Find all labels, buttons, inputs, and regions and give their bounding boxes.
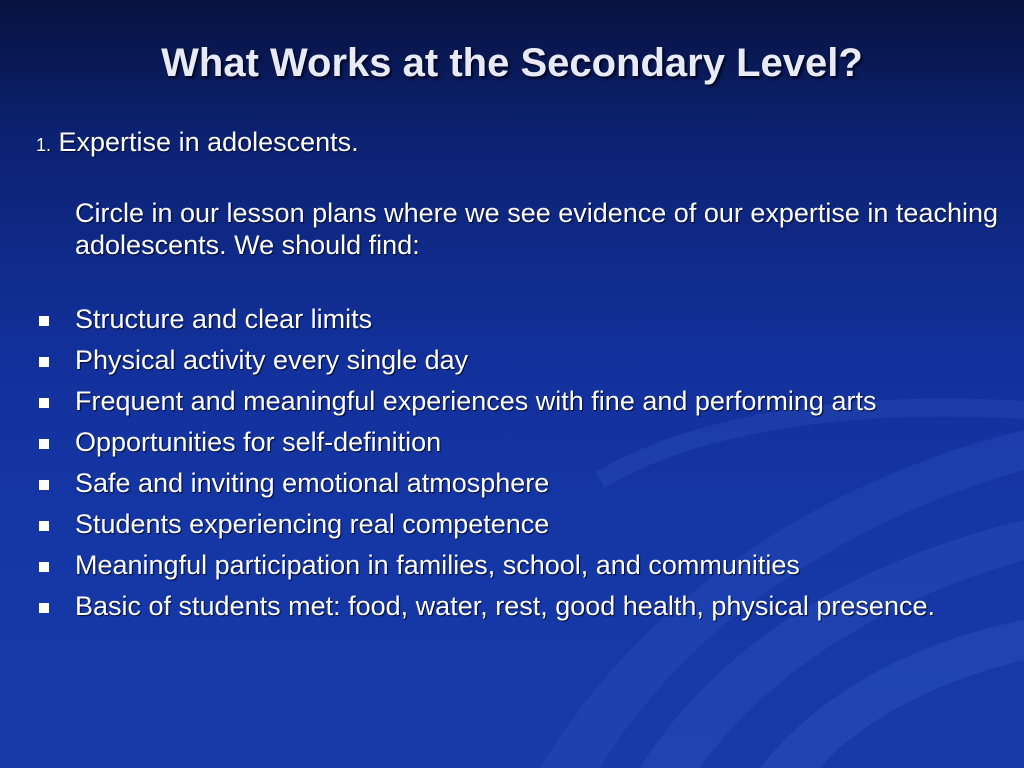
list-item-text: Frequent and meaningful experiences with fine and performing arts <box>75 386 877 416</box>
list-item-text: Basic of students met: food, water, rest, good health, physical presence. <box>75 591 935 621</box>
list-item <box>36 549 1006 581</box>
item-text: Expertise in adolescents. <box>51 127 359 157</box>
square-bullet-icon <box>39 521 49 531</box>
list-item <box>36 303 1006 335</box>
square-bullet-icon <box>39 439 49 449</box>
list-item <box>36 467 1006 499</box>
list-item <box>36 508 1006 540</box>
square-bullet-icon <box>39 603 49 613</box>
square-bullet-icon <box>39 562 49 572</box>
item-number: 1. <box>36 135 52 155</box>
list-item <box>36 426 1006 458</box>
list-item-text: Structure and clear limits <box>75 304 373 334</box>
square-bullet-icon <box>39 316 49 326</box>
slide-title: What Works at the Secondary Level? <box>161 41 863 85</box>
bullet-list <box>36 303 1006 622</box>
list-item-text: Meaningful participation in families, school, and communities <box>75 550 800 580</box>
list-item-text: Opportunities for self-definition <box>75 427 442 457</box>
numbered-item <box>36 126 1006 161</box>
list-item <box>36 385 1006 417</box>
slide-content <box>36 126 1006 631</box>
square-bullet-icon <box>39 357 49 367</box>
square-bullet-icon <box>39 480 49 490</box>
intro-paragraph: Circle in our lesson plans where we see evidence of our expertise in teaching adolescents. We should find: <box>75 198 999 260</box>
square-bullet-icon <box>39 398 49 408</box>
list-item <box>36 344 1006 376</box>
list-item-text: Safe and inviting emotional atmosphere <box>75 468 550 498</box>
list-item <box>36 590 1006 622</box>
list-item-text: Students experiencing real competence <box>75 509 550 539</box>
list-item-text: Physical activity every single day <box>75 345 469 375</box>
